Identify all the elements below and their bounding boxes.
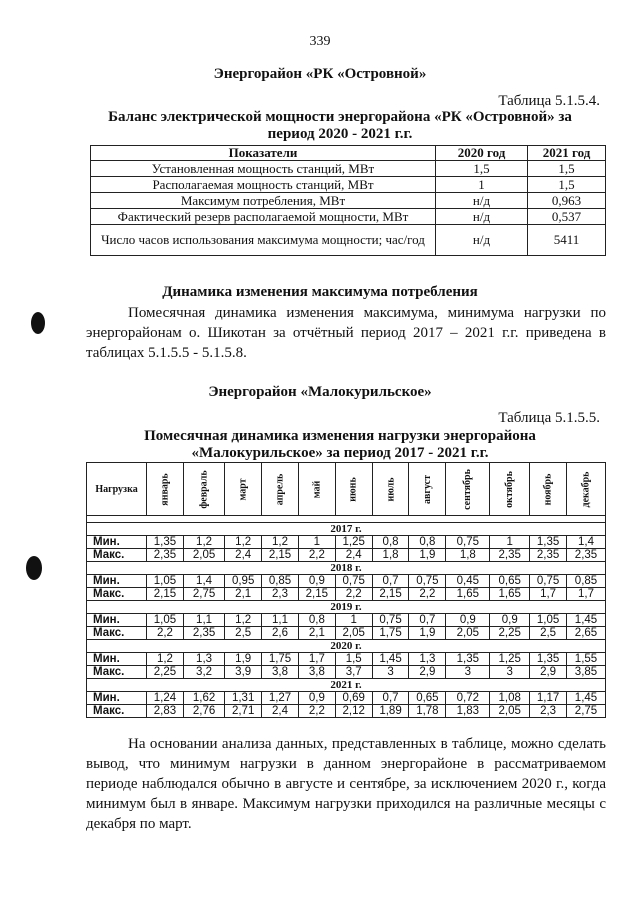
month-label: июль [385,476,397,502]
table-cell: 2,65 [566,627,605,640]
table-cell: 1,31 [225,692,262,705]
table-cell: 2,25 [147,666,184,679]
table-cell: 1,2 [225,614,262,627]
table-row [87,549,606,562]
table-cell: 1,27 [262,692,299,705]
month-label: апрель [274,473,286,505]
table-cell: 0,537 [528,209,606,225]
table-cell: 2,1 [298,627,335,640]
table-cell: 0,8 [372,536,409,549]
row-label: Макс. [87,549,147,562]
table-cell: 1,5 [335,653,372,666]
page-number: 339 [309,34,331,49]
table-cell: 1,45 [566,614,605,627]
year-row [87,679,606,692]
table-cell: 2,71 [225,705,262,718]
table-row [87,536,606,549]
table-cell: 1,3 [409,653,446,666]
table-cell: 1,4 [183,575,224,588]
table-cell: 1,17 [530,692,567,705]
table-cell: 2,2 [298,549,335,562]
year-label: 2017 г. [87,523,606,536]
table-cell: 2,25 [490,627,530,640]
table-cell: 2,12 [335,705,372,718]
table-cell: 2,35 [490,549,530,562]
section-heading-dynamics: Динамика изменения максимума потребления [162,284,478,300]
row-label: Макс. [87,705,147,718]
table-cell: 2,3 [530,705,567,718]
row-label: Мин. [87,692,147,705]
table-cell: 0,7 [372,692,409,705]
table-cell: н/д [436,193,528,209]
table-cell: 0,75 [335,575,372,588]
table-cell: 2,15 [372,588,409,601]
table-cell: 1,08 [490,692,530,705]
table-cell: 1,78 [409,705,446,718]
table-cell: 1,05 [147,575,184,588]
table-cell: Фактический резерв располагаемой мощности, МВт [91,209,436,225]
table-cell: 2,35 [566,549,605,562]
table-cell: 0,45 [446,575,490,588]
row-label: Макс. [87,588,147,601]
table-cell: 0,963 [528,193,606,209]
row-label: Макс. [87,627,147,640]
table-cell: 1 [335,614,372,627]
table-cell: 3,7 [335,666,372,679]
table-cell: 2,9 [530,666,567,679]
table-cell: 1,5 [528,177,606,193]
month-header [490,463,530,516]
table-cell: 3,8 [298,666,335,679]
row-label: Мин. [87,575,147,588]
table-cell: 1,8 [446,549,490,562]
table-cell: 5411 [528,225,606,256]
month-header [372,463,409,516]
table-cell: 1,05 [147,614,184,627]
table-cell: Установленная мощность станций, МВт [91,161,436,177]
table-cell: 1,83 [446,705,490,718]
table-cell: 2,15 [147,588,184,601]
table-cell: 2,3 [262,588,299,601]
table-cell: 1,35 [530,653,567,666]
table-cell: 2,05 [183,549,224,562]
table-cell: 2,2 [409,588,446,601]
table-cell: 2,2 [298,705,335,718]
punch-hole-dot [31,312,45,334]
table-cell: 1,65 [490,588,530,601]
table-cell: 1 [298,536,335,549]
table-cell: 1,9 [225,653,262,666]
month-header [566,463,605,516]
table-cell: 1,65 [446,588,490,601]
table-cell: 0,75 [409,575,446,588]
power-balance-table [90,145,606,256]
table-row [91,177,606,193]
month-header [446,463,490,516]
table-cell: 0,9 [490,614,530,627]
table-header: Показатели [91,146,436,161]
month-header [530,463,567,516]
table-cell: 1,62 [183,692,224,705]
table-cell: 2,5 [225,627,262,640]
table-cell: 0,8 [298,614,335,627]
table-cell: 2,83 [147,705,184,718]
month-label: ноябрь [542,473,554,505]
table-cell: 1,55 [566,653,605,666]
table-number-5-1-5-5: Таблица 5.1.5.5. [498,410,600,426]
table-cell: 0,75 [372,614,409,627]
table-row [91,225,606,256]
table-cell: Максимум потребления, МВт [91,193,436,209]
table-cell: 2,2 [147,627,184,640]
table-cell: 1,1 [183,614,224,627]
month-header [183,463,224,516]
month-label: март [237,477,249,501]
table-cell: 2,4 [225,549,262,562]
table-cell: 1,2 [262,536,299,549]
table-row [91,209,606,225]
table-header-corner: Нагрузка [87,463,147,516]
year-row [87,562,606,575]
table-row [91,193,606,209]
table-row [87,575,606,588]
table-cell: 1,75 [262,653,299,666]
table-cell: 1,25 [335,536,372,549]
month-label: май [311,480,323,498]
paragraph-intro: Помесячная динамика изменения максимума, минимума нагрузки по энергорайонам о. Шикотан за отчётный период 2017 – 2021 г.г. приведена в таблицах 5.1.5.5 - 5.1.5.8. [86,305,606,361]
table-cell: 1,35 [530,536,567,549]
table-cell: 1,35 [147,536,184,549]
table-cell: 0,9 [446,614,490,627]
table-header: 2020 год [436,146,528,161]
table-cell: 3,8 [262,666,299,679]
table-cell: 0,9 [298,575,335,588]
table-cell: 2,05 [490,705,530,718]
table-cell: 2,6 [262,627,299,640]
table-cell: 0,85 [566,575,605,588]
month-label: октябрь [504,470,516,508]
month-header [147,463,184,516]
month-label: январь [159,472,171,506]
table-cell: 0,69 [335,692,372,705]
table-cell: 3,85 [566,666,605,679]
table-cell: 0,65 [409,692,446,705]
table-cell: 2,35 [530,549,567,562]
table-cell: 2,76 [183,705,224,718]
month-header [225,463,262,516]
table-row [87,614,606,627]
table-cell: 2,5 [530,627,567,640]
year-label: 2019 г. [87,601,606,614]
table-cell: 0,7 [372,575,409,588]
table-cell: 3,9 [225,666,262,679]
table-cell: 1,5 [528,161,606,177]
table-cell: 2,75 [566,705,605,718]
table-cell: 2,35 [183,627,224,640]
table-cell: н/д [436,209,528,225]
table-cell: 0,85 [262,575,299,588]
table-cell: 0,7 [409,614,446,627]
month-label: июнь [348,476,360,502]
table-cell: 2,35 [147,549,184,562]
table-spacer [87,516,606,523]
punch-hole-dot [26,556,42,580]
month-header [262,463,299,516]
table-cell: 0,75 [446,536,490,549]
load-dynamics-table [86,462,606,718]
table-cell: 2,15 [298,588,335,601]
table-cell: Располагаемая мощность станций, МВт [91,177,436,193]
table-cell: 1,35 [446,653,490,666]
table-cell: 3 [446,666,490,679]
table-cell: 1,7 [530,588,567,601]
table-row [87,588,606,601]
month-label: сентябрь [462,468,474,510]
section-heading-malokurilskoe: Энергорайон «Малокурильское» [208,384,432,400]
table-cell: 0,95 [225,575,262,588]
table-row [87,705,606,718]
month-header [335,463,372,516]
table-cell: 0,65 [490,575,530,588]
month-header [409,463,446,516]
table-cell: 0,9 [298,692,335,705]
table-cell: 1,45 [566,692,605,705]
table-cell: 1,25 [490,653,530,666]
row-label: Макс. [87,666,147,679]
table-cell: 1,2 [225,536,262,549]
table-cell: 1,89 [372,705,409,718]
table-cell: 1,8 [372,549,409,562]
table-cell: 0,8 [409,536,446,549]
table-cell: 3 [490,666,530,679]
year-row [87,640,606,653]
table-cell: 3 [372,666,409,679]
table-cell: 1,7 [566,588,605,601]
table-cell: Число часов использования максимума мощности; час/год [91,225,436,256]
row-label: Мин. [87,653,147,666]
year-label: 2021 г. [87,679,606,692]
table-cell: н/д [436,225,528,256]
row-label: Мин. [87,536,147,549]
table-cell: 1,5 [436,161,528,177]
table-row [87,653,606,666]
table-cell: 1,05 [530,614,567,627]
table-cell: 1,3 [183,653,224,666]
row-label: Мин. [87,614,147,627]
table-cell: 2,1 [225,588,262,601]
paragraph-conclusion: На основании анализа данных, представленных в таблице, можно сделать вывод, что минимум нагрузки в данном энергорайоне в рассматриваемом периоде наблюдался обычно в августе и сентябре, за исключением 2020 г., когда минимум был в январе. Максимум нагрузки приходился на различные месяцы с декабря по март. [86,736,606,832]
section-heading-ostrovnoy: Энергорайон «РК «Островной» [213,66,427,82]
table-cell: 2,4 [262,705,299,718]
table-row [87,666,606,679]
table-cell: 1,9 [409,627,446,640]
year-row [87,601,606,614]
month-label: декабрь [580,471,592,507]
table-cell: 1,2 [147,653,184,666]
table-header: 2021 год [528,146,606,161]
table-cell: 1,75 [372,627,409,640]
table-cell: 1,45 [372,653,409,666]
table-cell: 1,2 [183,536,224,549]
table-cell: 1,24 [147,692,184,705]
table-cell: 2,15 [262,549,299,562]
table-row [87,627,606,640]
year-label: 2018 г. [87,562,606,575]
table-cell: 2,05 [446,627,490,640]
table-cell: 2,9 [409,666,446,679]
table-cell: 2,4 [335,549,372,562]
table-row [87,692,606,705]
table-cell: 0,75 [530,575,567,588]
year-label: 2020 г. [87,640,606,653]
month-label: август [421,474,433,504]
table-cell: 1,1 [262,614,299,627]
table-cell: 2,2 [335,588,372,601]
month-header [298,463,335,516]
table-cell: 1 [490,536,530,549]
table-cell: 1,7 [298,653,335,666]
table-cell: 2,05 [335,627,372,640]
table-cell: 1 [436,177,528,193]
month-label: февраль [198,469,210,509]
table-cell: 1,4 [566,536,605,549]
table-row [91,161,606,177]
table-cell: 3,2 [183,666,224,679]
table-cell: 1,9 [409,549,446,562]
year-row [87,523,606,536]
table-number-5-1-5-4: Таблица 5.1.5.4. [498,93,600,109]
table-cell: 0,72 [446,692,490,705]
table-cell: 2,75 [183,588,224,601]
table-caption-load-dynamics: Помесячная динамика изменения нагрузки энергорайона «Малокурильское» за период 2017 - 2021 г.г. [144,428,536,461]
table-caption-power-balance: Баланс электрической мощности энергорайона «РК «Островной» за период 2020 - 2021 г.г. [108,109,572,142]
